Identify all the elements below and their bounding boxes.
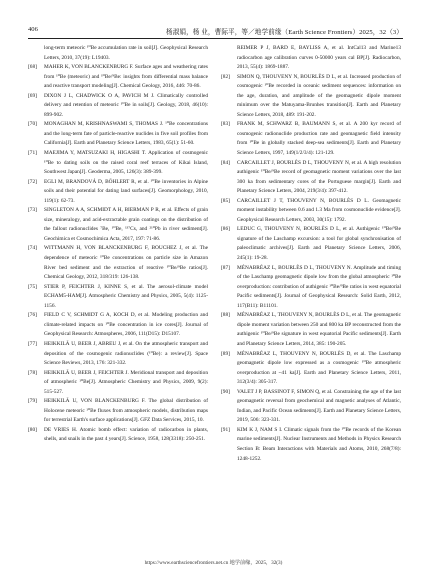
reference-entry xyxy=(28,206,208,244)
reference-number: [83] xyxy=(221,121,230,128)
reference-text: EGLI M, BRANDOVÁ D, BÖHLERT R, et al. ¹⁰Be inventories in Alpine soils and their potential for dating land surfaces[J]. Geomorphology, 2010, 119(1): 62-73. xyxy=(44,178,208,204)
reference-number: [72] xyxy=(28,178,37,185)
reference-entry xyxy=(28,149,208,178)
reference-text: FIELD C V, SCHMIDT G A, KOCH D, et al. Modeling production and climate-related impacts on ¹⁰Be concentration in ice cores[J]. Journal of Geophysical Research: Atmospheres, 2006, 111(D15): D15107. xyxy=(44,312,208,338)
reference-number: [75] xyxy=(28,283,37,290)
page-footer: https://www.earthsciencefrontiers.net.cn 地学前缘，2025，32(3) xyxy=(144,560,283,566)
reference-entry xyxy=(28,63,208,92)
reference-number: [91] xyxy=(221,426,230,433)
reference-number: [87] xyxy=(221,264,230,271)
reference-entry xyxy=(28,92,208,121)
reference-text: DE VRIES H. Atomic bomb effect: variation of radiocarbon in plants, shells, and snails in the past 4 years[J]. Science, 1958, 128(3318): 250-251. xyxy=(44,426,208,443)
reference-number: [80] xyxy=(28,426,37,433)
reference-text: MÉNABRÉAZ L, THOUVENY N, BOURLÈS D L, et al. The geomagnetic dipole moment variation between 250 and 800 ka BP reconstructed from the authigenic ¹⁰Be/⁹Be signature in west equatorial Pacific sediments[J]. Earth and Planetary Science Letters, 2014, 385: 190-205. xyxy=(237,312,401,347)
reference-text: CARCAILLET J, BOURLÈS D L, THOUVENY N, et al. A high resolution authigenic ¹⁰Be/⁹Be record of geomagnetic moment variations over the last 300 ka from sedimentary cores of the Portuguese margin[J]. Earth and Planetary Science Letters, 2004, 219(3/4): 397-412. xyxy=(237,159,401,195)
reference-text: MONAGHAN M, KRISHNASWAMI S, THOMAS J. ¹⁰Be concentrations and the long-term fate of particle-reactive nuclides in five soil profiles from California[J]. Earth and Planetary Science Letters, 1983, 65(1): 51-60. xyxy=(44,121,208,147)
reference-entry xyxy=(28,120,208,149)
reference-number: [70] xyxy=(28,121,37,128)
reference-entry xyxy=(221,197,401,226)
page-number: 406 xyxy=(28,26,38,33)
reference-entry xyxy=(221,388,401,426)
reference-number: [88] xyxy=(221,312,230,319)
reference-entry xyxy=(221,311,401,349)
reference-number: [68] xyxy=(28,64,37,71)
reference-number: [82] xyxy=(221,73,230,80)
reference-entry xyxy=(28,311,208,340)
header-rule xyxy=(28,38,403,39)
reference-number: [90] xyxy=(221,388,230,395)
reference-number: [74] xyxy=(28,245,37,252)
running-header xyxy=(28,22,403,36)
reference-column-right xyxy=(221,44,401,464)
reference-number: [85] xyxy=(221,197,230,204)
reference-entry xyxy=(28,44,208,63)
reference-entry xyxy=(28,283,208,312)
reference-text: SIMON Q, THOUVENY N, BOURLÈS D L, et al. Increased production of cosmogenic ¹⁰Be recorded in oceanic sediment sequences: information on the age, duration, and amplitude of the geomagnetic dipole moment minimum over the Matuyama-Brunhes transition[J]. Earth and Planetary Science Letters, 2018, 489: 191-202. xyxy=(237,73,401,118)
reference-entry xyxy=(221,120,401,158)
reference-text: WITTMANN H, VON BLANCKENBURG F, BOUCHEZ J, et al. The dependence of meteoric ¹⁰Be concentrations on particle size in Amazon River bed sediment and the extraction of reactive ¹⁰Be/⁹Be ratios[J]. Chemical Geology, 2012, 318/319: 126-138. xyxy=(44,245,208,281)
reference-number: [89] xyxy=(221,350,230,357)
reference-text: KIM K J, NAM S I. Climatic signals from the ¹⁰Be records of the Korean marine sediments[J]. Nuclear Instruments and Methods in Physics Research Section B: Beam Interactions with Materials and Atoms, 2010, 268(7/8): 1248-1252. xyxy=(237,426,401,462)
reference-entry xyxy=(221,350,401,388)
reference-text: HEIKKILÄ U, VON BLANCKENBURG F. The global distribution of Holocene meteoric ¹⁰Be fluxes from atmospheric models, distribution maps for terrestrial Earth's surface applications[J]. GFZ Data Services, 2015, 10. xyxy=(44,398,208,424)
reference-entry xyxy=(28,426,208,445)
reference-text: LEDUC G, THOUVENY N, BOURLÈS D L, et al. Authigenic ¹⁰Be/⁹Be signature of the Laschamp excursion: a tool for global synchronisation of paleoclimatic archives[J]. Earth and Planetary Science Letters, 2006, 245(1): 19-28. xyxy=(237,226,401,262)
reference-text: REIMER P J, BARD E, BAYLISS A, et al. IntCal13 and Marine13 radiocarbon age calibration curves 0-50000 years cal BP[J]. Radiocarbon, 2013, 55(4): 1869-1887. xyxy=(237,45,401,71)
reference-text: DIXON J L, CHADWICK O A, PAVICH M J. Climatically controlled delivery and retention of meteoric ¹⁰Be in soils[J]. Geology, 2018, 46(10): 899-902. xyxy=(44,92,208,118)
reference-text: MÉNABRÉAZ L, THOUVENY N, BOURLÈS D, et al. The Laschamp geomagnetic dipole low expressed as a cosmogenic ¹⁰Be atmospheric overproduction at ~41 ka[J]. Earth and Planetary Science Letters, 2011, 312(3/4): 305-317. xyxy=(237,350,401,386)
reference-text: HEIKKILÄ U, BEER J, ABREU J, et al. On the atmospheric transport and deposition of the cosmogenic radionuclides (¹⁰Be): a review[J]. Space Science Reviews, 2013, 176: 321-332. xyxy=(44,340,208,367)
reference-text: VALET J P, BASSINOT F, SIMON Q, et al. Constraining the age of the last geomagnetic reversal from geochemical and magnetic analyses of Atlantic, Indian, and Pacific Ocean sediments[J]. Earth and Planetary Science Letters, 2019, 506: 323-331. xyxy=(237,388,401,424)
reference-entry xyxy=(28,244,208,282)
reference-number: [79] xyxy=(28,398,37,405)
reference-entry xyxy=(221,159,401,197)
reference-text: CARCAILLET J T, THOUVENY N, BOURLÈS D L. Geomagnetic moment instability between 0.6 and 1.3 Ma from cosmonuclide evidence[J]. Geophysical Research Letters, 2003, 30(15): 1792. xyxy=(237,197,401,223)
journal-citation: 杨淑娟，杨 业，曹际平，等／地学前缘（Earth Science Frontiers）2025，32（3） xyxy=(166,29,403,36)
reference-entry xyxy=(28,397,208,426)
reference-number: [78] xyxy=(28,369,37,376)
reference-number: [69] xyxy=(28,92,37,99)
reference-column-left xyxy=(28,44,208,445)
reference-entry xyxy=(28,369,208,398)
reference-entry xyxy=(28,340,208,369)
reference-entry xyxy=(221,73,401,121)
reference-number: [73] xyxy=(28,207,37,214)
reference-number: [71] xyxy=(28,150,37,157)
reference-entry xyxy=(28,178,208,207)
reference-text: STIER P, FEICHTER J, KINNE S, et al. The aerosol-climate model ECHAM5-HAM[J]. Atmospheric Chemistry and Physics, 2005, 5(4): 1125-1156. xyxy=(44,283,208,309)
reference-number: [86] xyxy=(221,226,230,233)
reference-text: MAEJIMA Y, MATSUZAKI H, HIGASHI T. Application of cosmogenic ¹⁰Be to dating soils on the raised coral reef terraces of Kikai Island, Southwest Japan[J]. Geoderma, 2005, 126(3): 389-399. xyxy=(44,150,208,176)
reference-text: long-term meteoric ¹⁰Be accumulation rate in soil[J]. Geophysical Research Letters, 2010, 37(19): L19403. xyxy=(44,45,208,61)
reference-text: SINGLETON A A, SCHMIDT A H, BIERMAN P R, et al. Effects of grain size, mineralogy, and acid-extractable grain coatings on the distribution of the fallout radionuclides ⁷Be, ¹⁰Be, ¹³⁷Cs, and ²¹⁰Pb in river sediment[J]. Geochimica et Cosmochimica Acta, 2017, 197: 71-86. xyxy=(44,207,208,242)
reference-entry xyxy=(221,44,401,73)
reference-number: [76] xyxy=(28,312,37,319)
reference-text: FRANK M, SCHWARZ B, BAUMANN S, et al. A 200 kyr record of cosmogenic radionuclide production rate and geomagnetic field intensity from ¹⁰Be in globally stacked deep-sea sediments[J]. Earth and Planetary Science Letters, 1997, 149(1/2/3/4): 121-129. xyxy=(237,121,401,157)
reference-text: MAHER K, VON BLANCKENBURG F. Surface ages and weathering rates from ¹⁰Be (meteoric) and ¹⁰Be/⁹Be: insights from differential mass balance and reactive transport modeling[J]. Chemical Geology, 2016, 446: 70-86. xyxy=(44,64,208,90)
reference-text: HEIKKILÄ U, BEER J, FEICHTER J. Meridional transport and deposition of atmospheric ¹⁰Be[J]. Atmospheric Chemistry and Physics, 2009, 9(2): 515-527. xyxy=(44,369,208,395)
reference-entry xyxy=(221,264,401,312)
reference-entry xyxy=(221,426,401,464)
reference-entry xyxy=(221,225,401,263)
reference-number: [77] xyxy=(28,340,37,347)
reference-text: MÉNABRÉAZ L, BOURLÈS D L, THOUVENY N. Amplitude and timing of the Laschamp geomagnetic dipole low from the global atmospheric ¹⁰Be overproduction: contribution of authigenic ¹⁰Be/⁹Be ratios in west equatorial Pacific sediments[J]. Journal of Geophysical Research: Solid Earth, 2012, 117(B11): B11101. xyxy=(237,264,401,309)
reference-number: [84] xyxy=(221,159,230,166)
